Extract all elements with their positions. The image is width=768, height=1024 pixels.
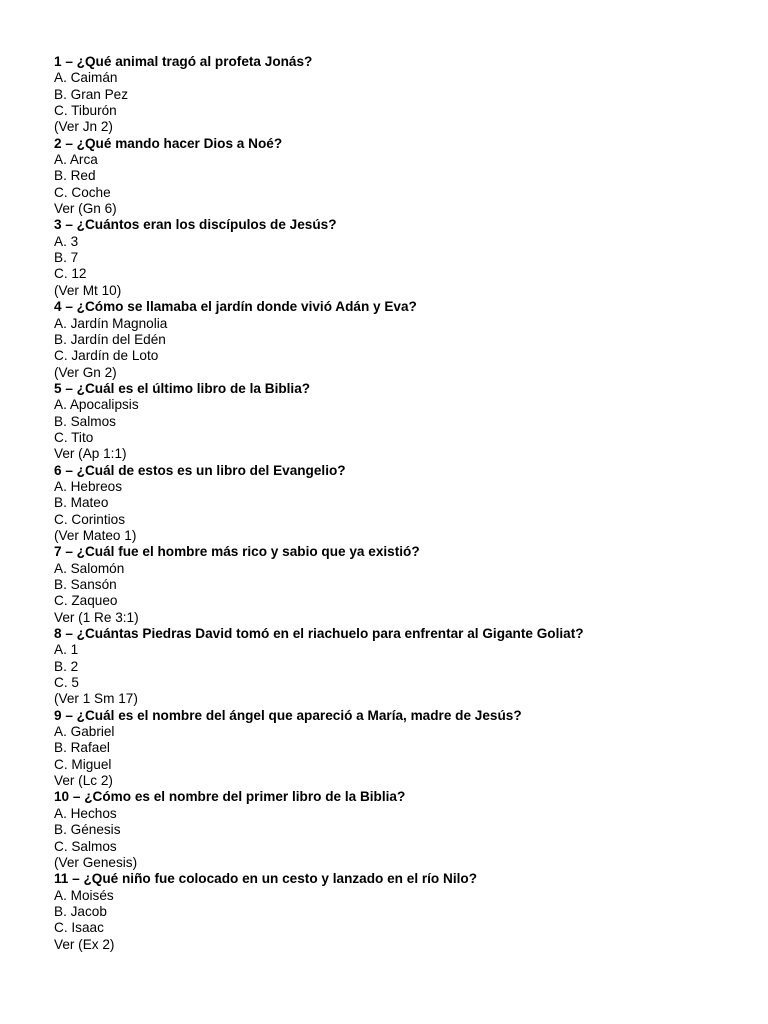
answer-option-b: B. Jacob: [54, 903, 107, 919]
answer-option-c: C. Jardín de Loto: [54, 348, 159, 364]
question-block-8: [54, 626, 754, 708]
answer-option-b: B. Gran Pez: [54, 86, 129, 102]
answer-option-a: A. Hebreos: [54, 478, 123, 494]
question-block-6: [54, 463, 754, 545]
answer-option-b: B. Salmos: [54, 413, 116, 429]
quiz-document: [54, 54, 754, 953]
answer-option-a: A. Moisés: [54, 887, 114, 903]
question-block-2: [54, 136, 754, 218]
answer-option-b: B. 7: [54, 250, 79, 266]
question-block-3: [54, 217, 754, 299]
question-block-7: [54, 544, 754, 626]
question-block-5: [54, 381, 754, 463]
question-block-1: [54, 54, 754, 136]
question-block-9: [54, 708, 754, 790]
answer-option-b: B. Génesis: [54, 822, 121, 838]
answer-option-b: B. 2: [54, 658, 79, 674]
question-block-11: [54, 871, 754, 953]
answer-option-c: C. Miguel: [54, 756, 112, 772]
question-title: 1 – ¿Qué animal tragó al profeta Jonás?: [54, 54, 313, 69]
answer-option-a: A. Jardín Magnolia: [54, 315, 168, 331]
answer-option-a: A. Hechos: [54, 805, 117, 821]
question-title: 10 – ¿Cómo es el nombre del primer libro de la Biblia?: [54, 789, 406, 805]
answer-option-a: A. Salomón: [54, 560, 125, 576]
answer-option-a: A. Caimán: [54, 70, 118, 86]
answer-option-c: C. Isaac: [54, 920, 104, 936]
bible-reference: (Ver Mateo 1): [54, 527, 137, 543]
answer-option-b: B. Rafael: [54, 740, 110, 756]
question-block-4: [54, 299, 754, 381]
bible-reference: (Ver Jn 2): [54, 119, 113, 135]
answer-option-b: B. Jardín del Edén: [54, 331, 166, 347]
question-title: 8 – ¿Cuántas Piedras David tomó en el riachuelo para enfrentar al Gigante Goliat?: [54, 626, 584, 642]
answer-option-a: A. 3: [54, 233, 79, 249]
answer-option-a: A. Apocalipsis: [54, 397, 139, 413]
answer-option-c: C. Corintios: [54, 511, 126, 527]
question-title: 2 – ¿Qué mando hacer Dios a Noé?: [54, 135, 283, 151]
question-title: 5 – ¿Cuál es el último libro de la Biblia?: [54, 380, 311, 396]
bible-reference: Ver (Lc 2): [54, 773, 113, 789]
bible-reference: Ver (Ex 2): [54, 936, 115, 952]
answer-option-c: C. Tiburón: [54, 103, 117, 119]
bible-reference: (Ver Genesis): [54, 854, 138, 870]
question-block-10: [54, 789, 754, 871]
question-title: 3 – ¿Cuántos eran los discípulos de Jesús?: [54, 217, 337, 233]
question-title: 11 – ¿Qué niño fue colocado en un cesto y lanzado en el río Nilo?: [54, 871, 477, 887]
answer-option-b: B. Red: [54, 168, 96, 184]
question-title: 7 – ¿Cuál fue el hombre más rico y sabio que ya existió?: [54, 544, 420, 560]
answer-option-c: C. 12: [54, 266, 87, 282]
bible-reference: Ver (Ap 1:1): [54, 446, 127, 462]
bible-reference: (Ver Mt 10): [54, 282, 122, 298]
answer-option-c: C. 5: [54, 675, 79, 691]
answer-option-c: C. Coche: [54, 184, 111, 200]
answer-option-c: C. Zaqueo: [54, 593, 118, 609]
answer-option-a: A. 1: [54, 642, 79, 658]
answer-option-b: B. Sansón: [54, 577, 117, 592]
bible-reference: (Ver Gn 2): [54, 364, 117, 380]
question-title: 9 – ¿Cuál es el nombre del ángel que apareció a María, madre de Jesús?: [54, 707, 522, 723]
answer-option-a: A. Arca: [54, 152, 98, 168]
answer-option-c: C. Salmos: [54, 838, 117, 854]
answer-option-c: C. Tito: [54, 429, 94, 445]
question-title: 4 – ¿Cómo se llamaba el jardín donde vivió Adán y Eva?: [54, 299, 417, 315]
question-title: 6 – ¿Cuál de estos es un libro del Evangelio?: [54, 462, 346, 478]
bible-reference: Ver (1 Re 3:1): [54, 609, 139, 625]
bible-reference: Ver (Gn 6): [54, 201, 117, 217]
answer-option-b: B. Mateo: [54, 495, 109, 511]
bible-reference: (Ver 1 Sm 17): [54, 691, 138, 707]
answer-option-a: A. Gabriel: [54, 724, 115, 740]
